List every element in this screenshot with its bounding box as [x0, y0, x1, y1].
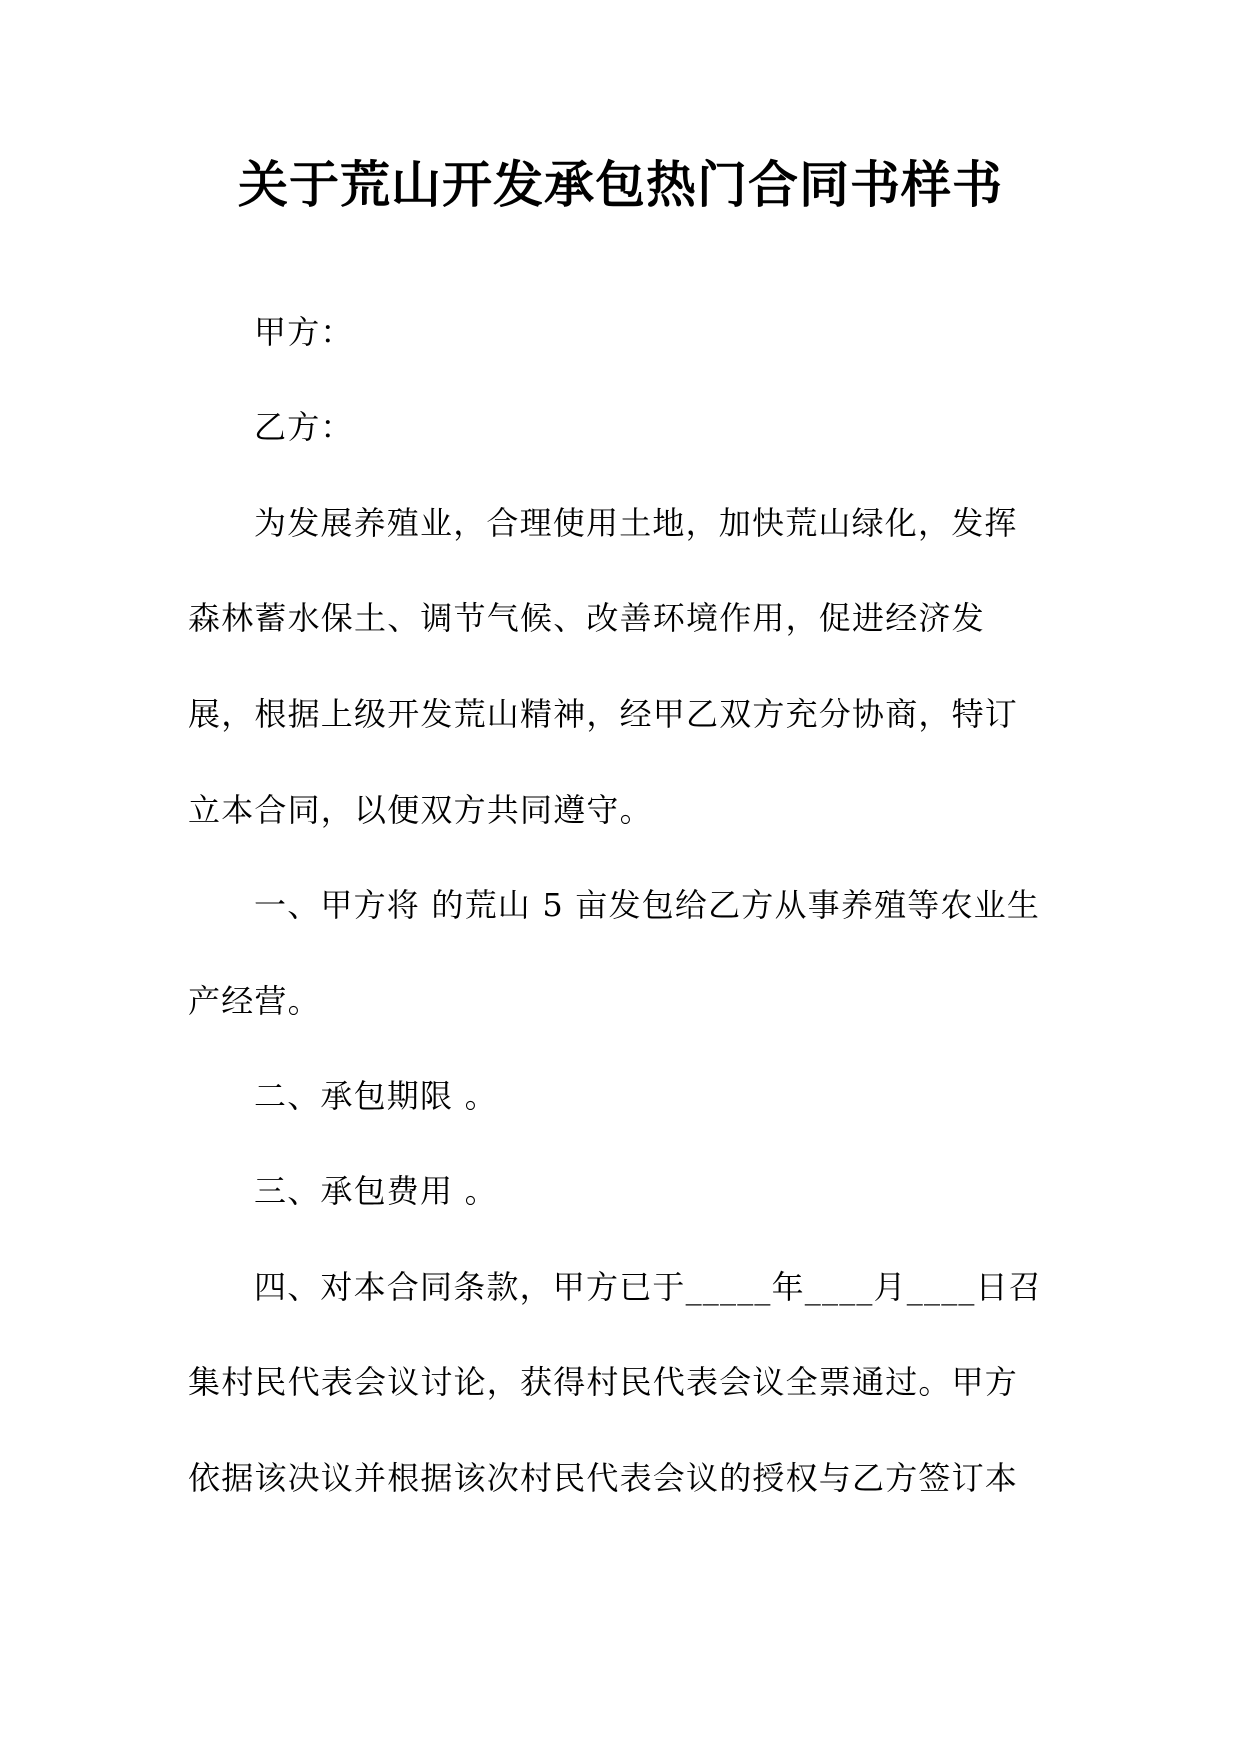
preamble-line-2: 森林蓄水保土、调节气候、改善环境作用，促进经济发	[188, 599, 985, 637]
preamble-line-1: 为发展养殖业，合理使用土地，加快荒山绿化，发挥	[254, 504, 1018, 542]
clause-3-line: 三、承包费用 。	[254, 1172, 498, 1210]
party-a-line: 甲方：	[254, 313, 354, 351]
party-b-line: 乙方：	[254, 408, 354, 446]
clause-4-line-1: 四、对本合同条款，甲方已于_____年____月____日召	[254, 1268, 1043, 1306]
clause-1-line-2: 产经营。	[188, 982, 321, 1020]
clause-2-line: 二、承包期限 。	[254, 1077, 498, 1115]
clause-4-line-2: 集村民代表会议讨论，获得村民代表会议全票通过。甲方	[188, 1363, 1019, 1401]
document-title: 关于荒山开发承包热门合同书样书	[238, 156, 1003, 214]
clause-4-line-3: 依据该决议并根据该次村民代表会议的授权与乙方签订本	[188, 1459, 1019, 1497]
clause-1-line-1: 一、甲方将 的荒山 5 亩发包给乙方从事养殖等农业生	[254, 886, 1041, 924]
preamble-line-4: 立本合同，以便双方共同遵守。	[188, 791, 653, 829]
preamble-line-3: 展，根据上级开发荒山精神，经甲乙双方充分协商，特订	[188, 695, 1019, 733]
